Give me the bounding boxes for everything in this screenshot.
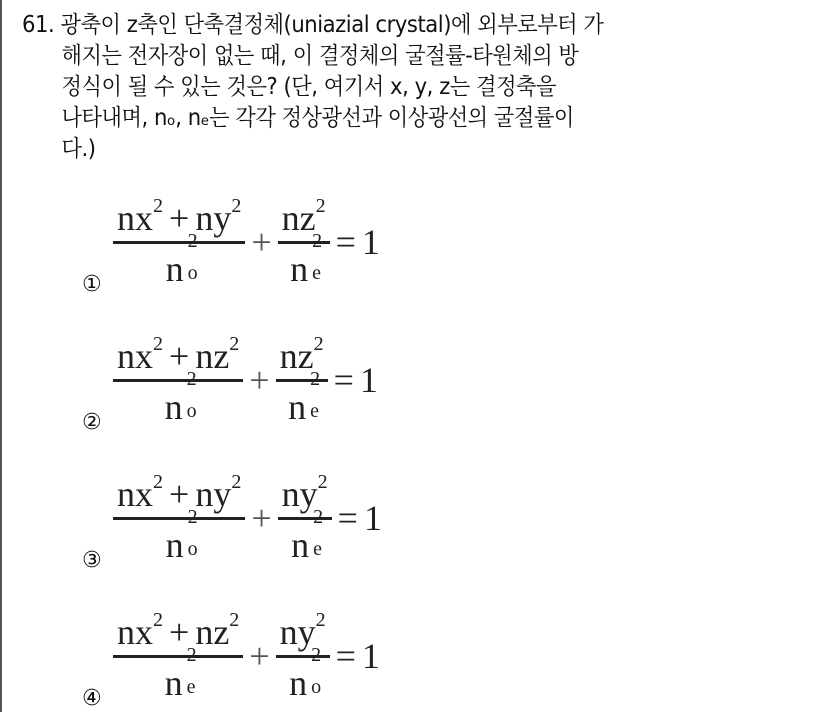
denominator-2	[288, 367, 321, 428]
fraction-2	[276, 609, 330, 704]
plus-sign: +	[251, 498, 272, 538]
plus-sign: +	[169, 335, 190, 376]
question-line-5: 다.)	[61, 136, 96, 162]
option-formula	[113, 458, 382, 578]
exponent: 2	[317, 470, 328, 493]
exponent: 2	[186, 367, 197, 390]
one: 1	[363, 498, 382, 538]
exponent: 2	[186, 643, 197, 666]
n-symbol: n	[291, 524, 310, 565]
exponent: 2	[153, 608, 163, 631]
plus-sign: +	[169, 197, 190, 238]
exponent: 2	[153, 470, 163, 493]
one: 1	[361, 636, 380, 676]
exponent: 2	[153, 194, 163, 217]
n-symbol: n	[164, 662, 183, 703]
exponent: 2	[231, 194, 242, 217]
exponent: 2	[229, 608, 240, 631]
numerator-1	[113, 195, 245, 244]
exponent: 2	[153, 332, 163, 355]
exponent: 2	[315, 608, 326, 631]
question-line-1	[22, 10, 758, 41]
n-symbol: n	[165, 248, 184, 289]
term: nx	[117, 611, 153, 652]
equals-sign: =	[335, 636, 356, 676]
numerator-1	[113, 333, 243, 382]
plus-sign: +	[249, 636, 270, 676]
option-marker: ③	[82, 548, 102, 573]
one: 1	[361, 222, 380, 262]
denominator-2	[290, 229, 323, 290]
plus-sign: +	[169, 611, 190, 652]
question-line-4: 나타내며, nₒ, nₑ는 각각 정상광선과 이상광선의 굴절률이	[61, 105, 574, 131]
option-marker: ④	[82, 686, 102, 711]
plus-sign: +	[251, 222, 272, 262]
numerator-1	[113, 609, 243, 658]
page-border	[0, 0, 2, 712]
exponent: 2	[229, 332, 240, 355]
question-line-text: 광축이 z축인 단축결정체(uniazial crystal)에 외부로부터 가	[60, 12, 604, 38]
denominator-1	[164, 367, 197, 428]
subscript: e	[186, 675, 196, 698]
term: nz	[195, 611, 230, 652]
term: nz	[281, 197, 316, 238]
equals-sign: =	[337, 498, 358, 538]
term: nx	[117, 473, 153, 514]
term: ny	[195, 473, 232, 514]
subscript: o	[187, 537, 198, 560]
exponent: 2	[315, 194, 326, 217]
answer-option-3[interactable]	[80, 458, 680, 588]
exponent: 2	[313, 505, 324, 528]
term: nx	[117, 197, 153, 238]
exponent: 2	[310, 367, 321, 390]
answer-option-1[interactable]	[80, 182, 680, 312]
option-formula	[113, 596, 380, 716]
exponent: 2	[231, 470, 242, 493]
plus-sign: +	[249, 360, 270, 400]
plus-sign: +	[169, 473, 190, 514]
one: 1	[359, 360, 378, 400]
n-symbol: n	[165, 524, 184, 565]
denominator-1	[165, 505, 198, 566]
equals-sign: =	[333, 360, 354, 400]
denominator-1	[165, 229, 198, 290]
answer-option-2[interactable]	[80, 320, 680, 450]
fraction-2	[276, 333, 328, 428]
exponent: 2	[312, 229, 323, 252]
fraction-1	[113, 333, 243, 428]
numerator-2	[278, 471, 332, 520]
denominator-2	[291, 505, 324, 566]
n-symbol: n	[289, 662, 308, 703]
n-symbol: n	[164, 386, 183, 427]
subscript: e	[312, 261, 321, 284]
option-formula	[113, 320, 378, 440]
term: ny	[195, 197, 232, 238]
question-line-3: 정식이 될 수 있는 것은? (단, 여기서 x, y, z는 결정축을	[61, 74, 557, 100]
exponent: 2	[313, 332, 324, 355]
option-marker: ②	[82, 410, 102, 435]
exponent: 2	[187, 505, 198, 528]
question-number: 61.	[22, 12, 55, 38]
n-symbol: n	[288, 386, 307, 427]
exponent: 2	[187, 229, 198, 252]
question-text	[22, 10, 758, 165]
equals-sign: =	[335, 222, 356, 262]
term: ny	[281, 473, 318, 514]
numerator-2	[276, 609, 330, 658]
fraction-1	[113, 609, 243, 704]
fraction-1	[113, 471, 245, 566]
n-symbol: n	[290, 248, 309, 289]
term: nz	[195, 335, 230, 376]
subscript: e	[310, 399, 319, 422]
denominator-2	[289, 643, 322, 704]
term: ny	[279, 611, 316, 652]
subscript: o	[187, 261, 198, 284]
denominator-1	[164, 643, 197, 704]
option-formula	[113, 182, 380, 302]
fraction-1	[113, 195, 245, 290]
numerator-1	[113, 471, 245, 520]
question-line-2: 해지는 전자장이 없는 때, 이 결정체의 굴절률-타원체의 방	[61, 43, 579, 69]
subscript: o	[311, 675, 322, 698]
exponent: 2	[311, 643, 322, 666]
fraction-2	[278, 195, 330, 290]
subscript: e	[313, 537, 323, 560]
answer-option-4[interactable]	[80, 596, 680, 726]
term: nx	[117, 335, 153, 376]
fraction-2	[278, 471, 332, 566]
term: nz	[279, 335, 314, 376]
option-marker: ①	[82, 272, 102, 297]
subscript: o	[186, 399, 197, 422]
